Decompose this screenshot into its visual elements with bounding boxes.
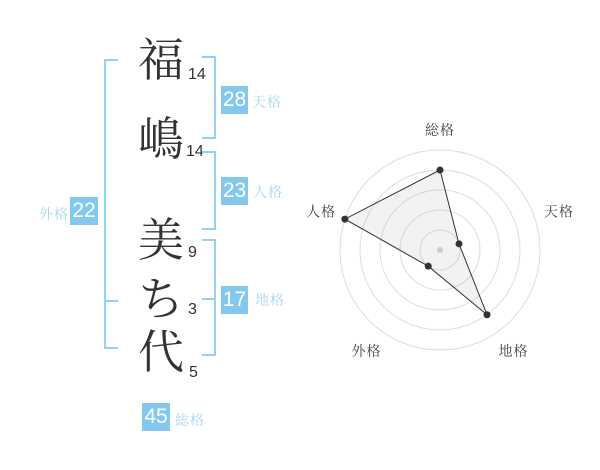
name-char-4: ち [138,273,184,325]
fortune-radar-chart [295,105,585,395]
radar-chart-svg [295,105,585,395]
soukaku-label: 総格 [175,412,205,428]
soukaku-value-box: 45 [142,403,170,431]
chikaku-bracket-mid-tick [202,298,214,300]
name-char-3: 美 [138,214,184,266]
radar-axis-label: 外格 [351,343,382,360]
radar-data-point [484,311,491,318]
name-char-5: 代 [138,326,184,378]
stroke-count-3: 9 [188,244,197,261]
tenkaku-bracket [202,56,216,139]
tenkaku-value-box: 28 [221,86,248,114]
gaikaku-bracket [104,59,118,349]
radar-data-point [437,167,444,174]
radar-data-point [425,263,432,270]
jinkaku-bracket [202,151,216,230]
stroke-count-1: 14 [188,66,206,83]
stroke-count-4: 3 [188,301,197,318]
jinkaku-label: 人格 [253,184,283,200]
radar-axis-label: 人格 [306,203,337,220]
gaikaku-label: 外格 [39,206,69,222]
radar-axis-label: 天格 [543,203,574,220]
gaikaku-value-box: 22 [70,197,98,225]
radar-axis-label: 総格 [425,122,455,138]
gaikaku-bracket-mid-tick [106,300,118,302]
radar-data-point [341,216,348,223]
radar-axis-label: 地格 [498,343,529,360]
name-char-2: 嶋 [138,113,184,165]
name-char-1: 福 [138,34,184,86]
stroke-count-2: 14 [186,143,204,160]
stroke-count-5: 5 [189,364,198,381]
radar-data-polygon [345,170,487,315]
chikaku-label: 地格 [255,292,285,308]
tenkaku-label: 天格 [252,94,282,110]
radar-center-dot [437,247,443,253]
chikaku-value-box: 17 [221,286,248,314]
jinkaku-value-box: 23 [221,177,248,205]
radar-data-point [456,240,463,247]
